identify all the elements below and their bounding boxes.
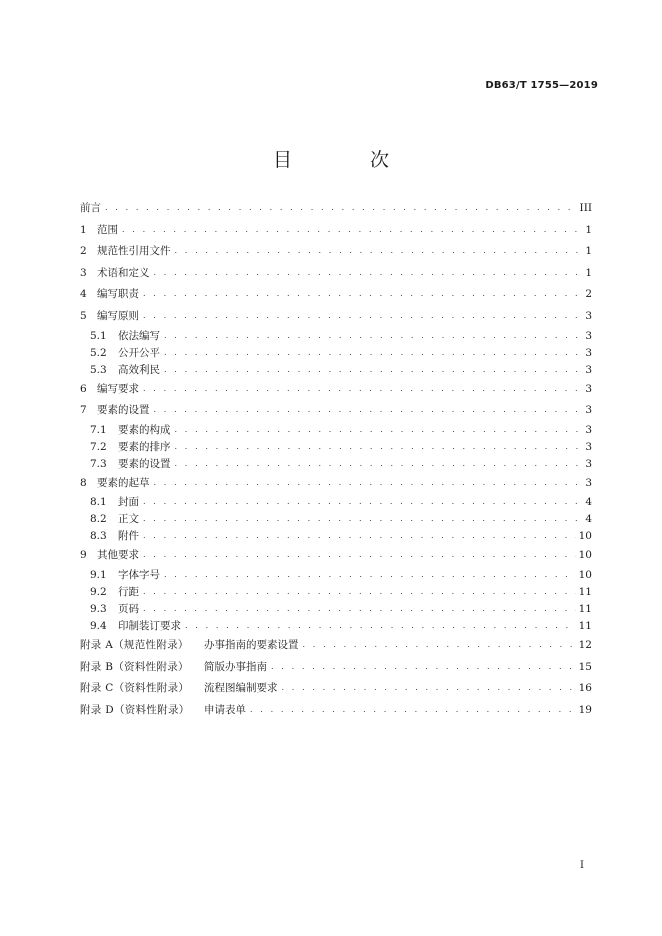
document-code: DB63/T 1755—2019 — [485, 80, 598, 91]
toc-entry-page: 3 — [585, 440, 592, 453]
toc-dot-leader — [154, 262, 582, 284]
toc-entry-number: 9.2 — [90, 585, 107, 598]
toc-dot-leader — [164, 566, 576, 583]
toc-entry-label: 简版办事指南 — [204, 660, 267, 673]
toc-entry-page: 1 — [585, 266, 592, 279]
toc-dot-leader — [143, 600, 576, 617]
toc-entry-number: 5 — [80, 309, 87, 322]
toc-entry[interactable] — [80, 456, 592, 473]
toc-entry-number: 7.3 — [90, 457, 107, 470]
toc-entry[interactable] — [80, 220, 592, 242]
toc-entry-page: 19 — [578, 703, 592, 716]
toc-entry-label: 编写原则 — [97, 309, 139, 322]
toc-entry-page: 3 — [585, 346, 592, 359]
toc-entry-number: 附录 D（资料性附录） — [80, 703, 190, 716]
toc-entry-number: 8.2 — [90, 513, 107, 526]
toc-dot-leader — [271, 656, 576, 678]
toc-entry-page: 10 — [578, 549, 592, 562]
toc-dot-leader — [250, 699, 576, 721]
toc-entry-number: 7 — [80, 404, 87, 417]
toc-entry-label: 附件 — [118, 530, 139, 543]
toc-dot-leader — [143, 305, 581, 327]
toc-entry-page: 16 — [578, 682, 592, 695]
toc-entry-page: 3 — [585, 404, 592, 417]
toc-entry-page: 3 — [585, 457, 592, 470]
toc-entry-number: 附录 B（资料性附录） — [80, 660, 189, 673]
toc-entry-number: 附录 C（资料性附录） — [80, 682, 190, 695]
toc-entry-label: 术语和定义 — [97, 266, 150, 279]
toc-entry-number: 2 — [80, 245, 87, 258]
toc-dot-leader — [175, 455, 582, 472]
page-title: 目 次 — [272, 149, 426, 171]
toc-entry-page: 4 — [585, 496, 592, 509]
toc-entry[interactable] — [80, 584, 592, 601]
toc-entry-number: 4 — [80, 288, 87, 301]
toc-entry-page: 11 — [578, 619, 592, 632]
toc-entry[interactable] — [80, 306, 592, 328]
toc-entry-label: 要素的起草 — [97, 476, 150, 489]
toc-dot-leader — [175, 438, 582, 455]
toc-entry-label: 编写职责 — [97, 288, 139, 301]
toc-entry-page: 3 — [585, 329, 592, 342]
toc-entry-page: 3 — [585, 476, 592, 489]
toc-entry-page: 11 — [578, 585, 592, 598]
toc-entry-label: 印制装订要求 — [118, 619, 181, 632]
toc-dot-leader — [303, 634, 576, 656]
toc-entry[interactable] — [80, 528, 592, 545]
toc-entry[interactable] — [80, 700, 592, 722]
toc-entry[interactable] — [80, 618, 592, 635]
toc-entry-label: 流程图编制要求 — [204, 682, 278, 695]
toc-entry-label: 其他要求 — [97, 549, 139, 562]
toc-entry-number: 6 — [80, 382, 87, 395]
toc-entry-number: 5.2 — [90, 346, 107, 359]
toc-entry[interactable] — [80, 328, 592, 345]
toc-entry-number: 5.1 — [90, 329, 107, 342]
toc-entry-label: 封面 — [118, 496, 139, 509]
toc-dot-leader — [143, 510, 581, 527]
toc-entry-label: 要素的构成 — [118, 423, 171, 436]
toc-entry-number: 8.3 — [90, 530, 107, 543]
toc-entry-page: 11 — [578, 602, 592, 615]
toc-entry-page: 3 — [585, 423, 592, 436]
toc-dot-leader — [175, 240, 582, 262]
table-of-contents — [80, 198, 592, 721]
toc-entry[interactable] — [80, 198, 592, 220]
toc-entry-page: 3 — [585, 309, 592, 322]
toc-entry-number: 1 — [80, 223, 87, 236]
toc-entry-page: 10 — [578, 568, 592, 581]
toc-dot-leader — [105, 197, 577, 219]
toc-entry[interactable] — [80, 545, 592, 567]
toc-entry[interactable] — [80, 473, 592, 495]
toc-dot-leader — [143, 583, 576, 600]
toc-entry[interactable] — [80, 362, 592, 379]
toc-entry-page: 3 — [585, 363, 592, 376]
toc-entry-number: 8 — [80, 476, 87, 489]
toc-dot-leader — [143, 527, 576, 544]
page-number: I — [580, 860, 584, 871]
toc-entry-label: 要素的设置 — [118, 457, 171, 470]
toc-dot-leader — [282, 677, 576, 699]
toc-entry-label: 范围 — [97, 223, 118, 236]
toc-entry-label: 行距 — [118, 585, 139, 598]
toc-dot-leader — [154, 472, 582, 494]
toc-entry-label: 要素的设置 — [97, 404, 150, 417]
toc-entry-number: 9 — [80, 549, 87, 562]
toc-entry[interactable] — [80, 567, 592, 584]
toc-entry-page: 15 — [578, 660, 592, 673]
toc-entry-page: 10 — [578, 530, 592, 543]
toc-dot-leader — [175, 421, 582, 438]
toc-entry[interactable] — [80, 635, 592, 657]
toc-entry-number: 7.2 — [90, 440, 107, 453]
toc-entry-label: 高效利民 — [118, 363, 160, 376]
toc-entry-number: 9.1 — [90, 568, 107, 581]
toc-dot-leader — [154, 399, 582, 421]
toc-entry-number: 9.4 — [90, 619, 107, 632]
toc-entry-number: 8.1 — [90, 496, 107, 509]
toc-dot-leader — [143, 283, 581, 305]
toc-entry[interactable] — [80, 422, 592, 439]
toc-entry-label: 申请表单 — [204, 703, 246, 716]
toc-dot-leader — [164, 327, 581, 344]
toc-dot-leader — [122, 219, 581, 241]
toc-entry-label: 规范性引用文件 — [97, 245, 171, 258]
toc-entry-page: 12 — [578, 638, 592, 651]
toc-entry[interactable] — [80, 657, 592, 679]
toc-entry-number: 附录 A（规范性附录） — [80, 638, 189, 651]
toc-dot-leader — [164, 361, 581, 378]
toc-entry-label: 正文 — [118, 513, 139, 526]
toc-entry-label: 前言 — [80, 202, 101, 214]
toc-entry-label: 要素的排序 — [118, 440, 171, 453]
toc-dot-leader — [143, 544, 576, 566]
toc-dot-leader — [143, 378, 581, 400]
toc-entry[interactable] — [80, 601, 592, 618]
toc-entry[interactable] — [80, 379, 592, 401]
toc-entry-page: 3 — [585, 382, 592, 395]
toc-entry[interactable] — [80, 241, 592, 263]
toc-entry-page: III — [579, 202, 592, 214]
toc-entry[interactable] — [80, 263, 592, 285]
toc-entry-label: 依法编写 — [118, 329, 160, 342]
toc-entry[interactable] — [80, 511, 592, 528]
toc-entry-label: 公开公平 — [118, 346, 160, 359]
toc-entry-number: 7.1 — [90, 423, 107, 436]
toc-entry-number: 5.3 — [90, 363, 107, 376]
toc-entry-label: 页码 — [118, 602, 139, 615]
toc-entry-label: 编写要求 — [97, 382, 139, 395]
toc-entry-number: 9.3 — [90, 602, 107, 615]
toc-dot-leader — [164, 344, 581, 361]
toc-dot-leader — [185, 617, 576, 634]
toc-entry-page: 2 — [585, 288, 592, 301]
toc-entry[interactable] — [80, 284, 592, 306]
toc-entry[interactable] — [80, 400, 592, 422]
toc-entry-label: 字体字号 — [118, 568, 160, 581]
toc-dot-leader — [143, 493, 581, 510]
toc-entry-page: 1 — [585, 223, 592, 236]
toc-entry-page: 4 — [585, 513, 592, 526]
toc-entry-page: 1 — [585, 245, 592, 258]
toc-entry-label: 办事指南的要素设置 — [204, 638, 299, 651]
toc-entry-number: 3 — [80, 266, 87, 279]
toc-entry[interactable] — [80, 678, 592, 700]
toc-entry[interactable] — [80, 494, 592, 511]
toc-entry[interactable] — [80, 345, 592, 362]
toc-entry[interactable] — [80, 439, 592, 456]
